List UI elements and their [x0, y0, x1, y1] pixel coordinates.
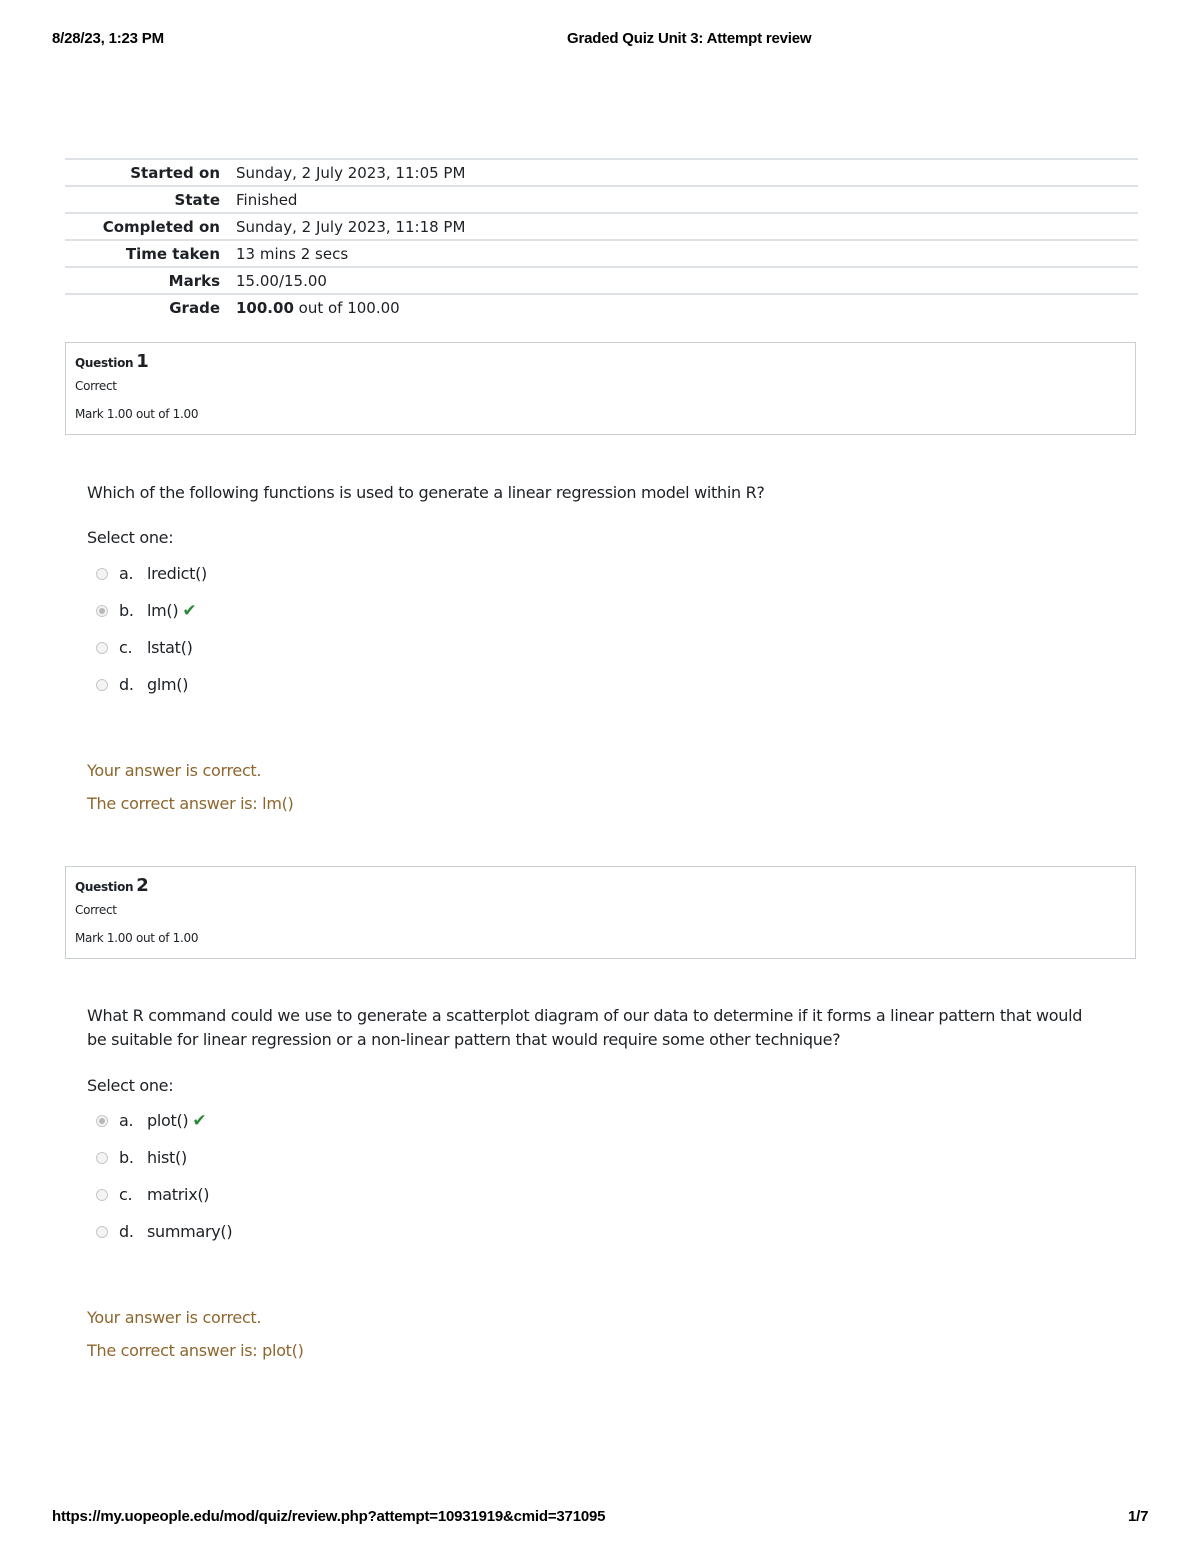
answer-letter: c. — [119, 638, 133, 657]
answer-radio[interactable] — [96, 1152, 108, 1164]
question-info-2 — [65, 866, 1136, 959]
question-info-1 — [65, 342, 1136, 435]
answer-list-2 — [96, 1102, 232, 1250]
print-url: https://my.uopeople.edu/mod/quiz/review.php?attempt=10931919&cmid=371095 — [52, 1508, 606, 1525]
answer-text: plot() — [147, 1111, 189, 1130]
summary-label: Started on — [130, 163, 220, 182]
answer-letter: d. — [119, 675, 134, 694]
feedback-2 — [87, 1301, 304, 1367]
answer-letter: b. — [119, 1148, 134, 1167]
question-mark: Mark 1.00 out of 1.00 — [75, 407, 199, 421]
summary-value: 13 mins 2 secs — [236, 244, 349, 263]
answer-text: lstat() — [147, 638, 193, 657]
question-text-1: Which of the following functions is used to generate a linear regression model within R? — [87, 483, 765, 502]
answer-text: summary() — [147, 1222, 233, 1241]
answer-radio[interactable] — [96, 1115, 108, 1127]
check-icon: ✔ — [192, 1110, 207, 1131]
feedback-text: Your answer is correct. — [87, 761, 262, 780]
summary-row — [65, 240, 1138, 267]
select-one-prompt: Select one: — [87, 528, 174, 547]
correct-answer-text: The correct answer is: lm() — [87, 794, 294, 813]
grade-value: 100.00 — [236, 299, 294, 317]
summary-value: Sunday, 2 July 2023, 11:18 PM — [236, 217, 466, 236]
answer-radio[interactable] — [96, 1226, 108, 1238]
quiz-summary-table — [65, 158, 1138, 321]
answer-letter: a. — [119, 564, 134, 583]
answer-list-1 — [96, 555, 207, 703]
answer-text: glm() — [147, 675, 189, 694]
answer-option — [96, 666, 207, 703]
summary-value — [236, 294, 1138, 321]
answer-radio[interactable] — [96, 679, 108, 691]
summary-label: Grade — [169, 299, 220, 317]
summary-row — [65, 186, 1138, 213]
question-state: Correct — [75, 379, 117, 393]
print-page-number: 1/7 — [1128, 1508, 1149, 1525]
summary-row — [65, 213, 1138, 240]
answer-text: lm() — [147, 601, 179, 620]
summary-value: Sunday, 2 July 2023, 11:05 PM — [236, 163, 466, 182]
answer-text: matrix() — [147, 1185, 210, 1204]
question-text-2: What R command could we use to generate a scatterplot diagram of our data to determine if it forms a linear pattern that would be suitable for linear regression or a non-linear pattern that would require some other technique? — [87, 1006, 1083, 1049]
print-datetime: 8/28/23, 1:23 PM — [52, 30, 164, 47]
summary-value: Finished — [236, 190, 298, 209]
grade-out-of: out of 100.00 — [293, 299, 400, 317]
answer-radio[interactable] — [96, 568, 108, 580]
answer-option — [96, 1102, 232, 1139]
question-state: Correct — [75, 903, 117, 917]
answer-letter: a. — [119, 1111, 134, 1130]
feedback-1 — [87, 754, 294, 820]
answer-letter: d. — [119, 1222, 134, 1241]
summary-label: State — [174, 190, 220, 209]
correct-answer-text: The correct answer is: plot() — [87, 1341, 304, 1360]
answer-option — [96, 629, 207, 666]
question-mark: Mark 1.00 out of 1.00 — [75, 931, 199, 945]
select-one-prompt: Select one: — [87, 1076, 174, 1095]
question-number: Question 1 — [75, 351, 149, 372]
answer-option — [96, 555, 207, 592]
answer-text: hist() — [147, 1148, 187, 1167]
answer-text: lredict() — [147, 564, 207, 583]
answer-option — [96, 1139, 232, 1176]
answer-option — [96, 1176, 232, 1213]
answer-option — [96, 1213, 232, 1250]
summary-label: Time taken — [125, 244, 220, 263]
answer-letter: b. — [119, 601, 134, 620]
answer-option — [96, 592, 207, 629]
answer-radio[interactable] — [96, 605, 108, 617]
answer-radio[interactable] — [96, 1189, 108, 1201]
summary-label: Marks — [168, 271, 220, 290]
summary-row — [65, 267, 1138, 294]
summary-row — [65, 294, 1138, 321]
summary-row — [65, 159, 1138, 186]
answer-letter: c. — [119, 1185, 133, 1204]
check-icon: ✔ — [182, 600, 197, 621]
question-number: Question 2 — [75, 875, 149, 896]
print-page-title: Graded Quiz Unit 3: Attempt review — [567, 30, 812, 47]
feedback-text: Your answer is correct. — [87, 1308, 262, 1327]
summary-label: Completed on — [102, 217, 220, 236]
summary-value: 15.00/15.00 — [236, 271, 327, 290]
answer-radio[interactable] — [96, 642, 108, 654]
